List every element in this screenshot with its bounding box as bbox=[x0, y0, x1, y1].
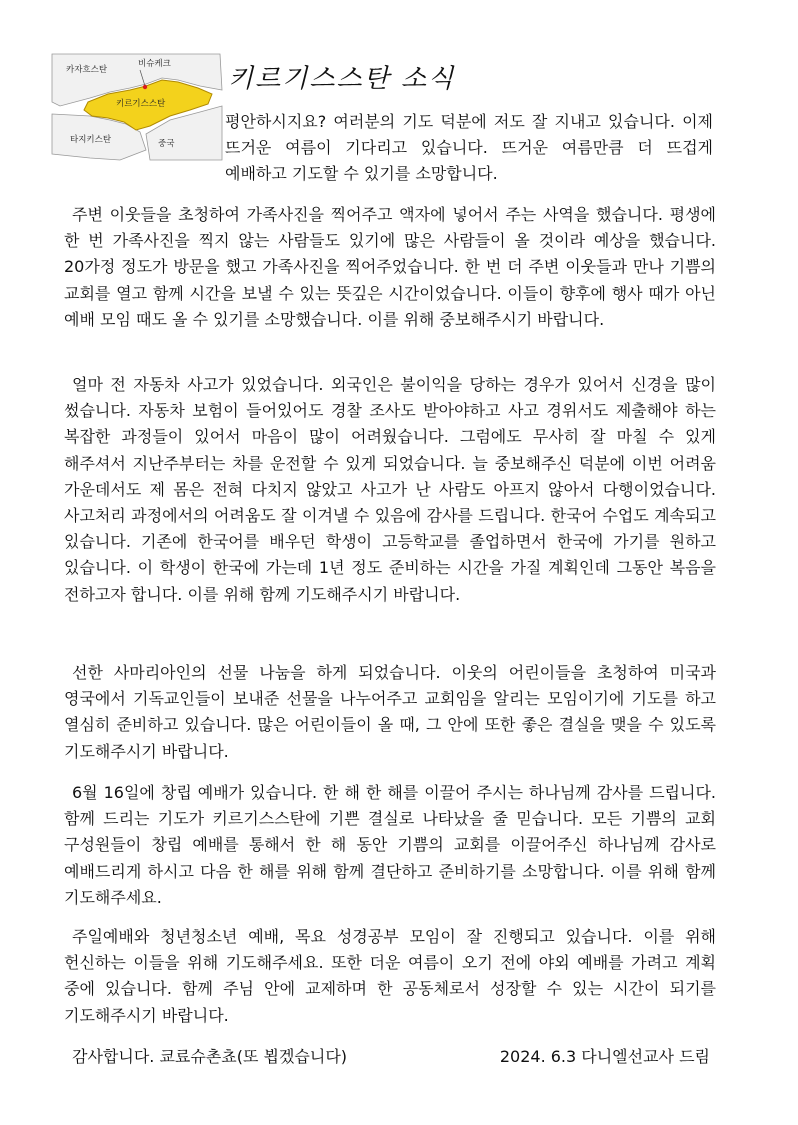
closing-line: 감사합니다. 쿄료슈촌쵸(또 뵙겠습니다) bbox=[72, 1047, 348, 1066]
map-label-tajikistan: 타지키스탄 bbox=[70, 135, 112, 145]
intro-paragraph: 평안하시지요? 여러분의 기도 덕분에 저도 잘 지내고 있습니다. 이제 뜨거운 여름이 기다리고 있습니다. 뜨거운 여름만큼 더 뜨겁게 예배하고 기도할 수 있기를 소망합니다. bbox=[225, 112, 713, 184]
paragraph-worship: 주일예배와 청년청소년 예배, 목요 성경공부 모임이 잘 진행되고 있습니다. 이를 위해 헌신하는 이들을 위해 기도해주세요. 또한 더운 여름이 오기 전에 야외 예배를 가려고 계획 중에 있습니다. 함께 주님 안에 교제하며 한 공동체로서 성장할 수 있는 시간이 되기를 기도해주시기 바랍니다. bbox=[64, 927, 716, 1025]
signature-line: 2024. 6.3 다니엘선교사 드림 bbox=[499, 1047, 710, 1066]
paragraph-car-accident: 얼마 전 자동차 사고가 있었습니다. 외국인은 불이익을 당하는 경우가 있어서 신경을 많이 썼습니다. 자동차 보험이 들어있어도 경찰 조사도 받아야하고 사고 경위서도 제출해야 하는 복잡한 과정들이 있어서 마음이 많이 어려웠습니다. 그럼에도 무사히 잘 마칠 수 있게 해주셔서 지난주부터는 차를 운전할 수 있게 되었습니다. 늘 중보해주신 덕분에 이번 어려움 가운데서도 제 몸은 전혀 다치지 않았고 사고가 난 사람도 아프지 않아서 다행이었습니다. 사고처리 과정에서의 어려움도 잘 이겨낼 수 있음에 감사를 드립니다. 한국어 수업도 계속되고 있습니다. 기존에 한국어를 배우던 학생이 고등학교를 졸업하면서 한국에 가기를 원하고 있습니다. 이 학생이 한국에 가는데 1년 정도 준비하는 시간을 가질 계획인데 그동안 복음을 전하고자 합니다. 이를 위해 함께 기도해주시기 바랍니다. bbox=[64, 375, 716, 604]
map-label-bishkek: 비슈케크 bbox=[138, 59, 171, 69]
kyrgyzstan-map bbox=[50, 50, 225, 165]
paragraph-family-photo: 주변 이웃들을 초청하여 가족사진을 찍어주고 액자에 넣어서 주는 사역을 했습니다. 평생에 한 번 가족사진을 찍지 않는 사람들도 있기에 많은 사람들이 올 것이라 예상을 했습니다. 20가정 정도가 방문을 했고 가족사진을 찍어주었습니다. 한 번 더 주변 이웃들과 만나 기쁨의 교회를 열고 함께 시간을 보낼 수 있는 뜻깊은 시간이었습니다. 이들이 향후에 행사 때가 아닌 예배 모임 때도 올 수 있기를 소망했습니다. 이를 위해 중보해주시기 바랍니다. bbox=[64, 205, 716, 329]
bishkek-dot bbox=[143, 85, 147, 89]
paragraph-anniversary: 6월 16일에 창립 예배가 있습니다. 한 해 한 해를 이끌어 주시는 하나님께 감사를 드립니다. 함께 드리는 기도가 키르기스스탄에 기쁜 결실로 나타났을 줄 믿습니다. 모든 기쁨의 교회 구성원들이 창립 예배를 통해서 한 해 동안 기쁨의 교회를 이끌어주신 하나님께 감사로 예배드리게 하시고 다음 한 해를 위해 함께 결단하고 준비하기를 소망합니다. 이를 위해 함께 기도해주세요. bbox=[64, 783, 716, 907]
paragraph-gift-sharing: 선한 사마리아인의 선물 나눔을 하게 되었습니다. 이웃의 어린이들을 초청하여 미국과 영국에서 기독교인들이 보내준 선물을 나누어주고 교회임을 알리는 모임이기에 기도를 하고 열심히 준비하고 있습니다. 많은 어린이들이 올 때, 그 안에 또한 좋은 결실을 맺을 수 있도록 기도해주시기 바랍니다. bbox=[64, 663, 716, 761]
map-label-kazakhstan: 카자흐스탄 bbox=[66, 65, 108, 75]
newsletter-title: 키르기스스탄 소식 bbox=[228, 64, 456, 94]
map-label-china: 중국 bbox=[158, 139, 175, 149]
map-label-kyrgyzstan: 키르기스스탄 bbox=[116, 99, 166, 109]
